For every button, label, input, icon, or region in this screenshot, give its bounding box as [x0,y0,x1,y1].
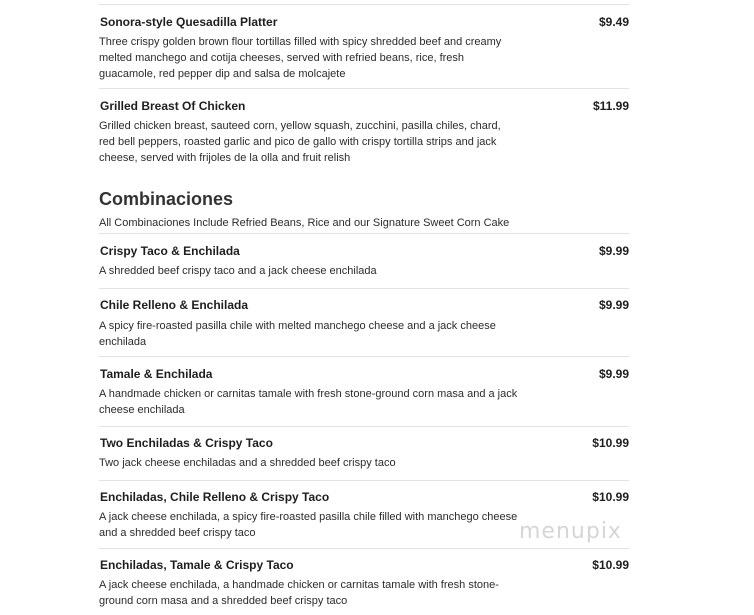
section-title: Combinaciones [99,189,234,209]
watermark: menupix [519,519,622,544]
item-price: $11.99 [592,99,629,113]
item-description: A jack cheese enchilada, a spicy fire-roasted pasilla chile filled with manchego cheese and a shredded beef crispy taco [99,511,518,539]
item-name: Tamale & Enchilada [100,367,213,381]
item-price: $9.99 [598,367,629,381]
menu-item [99,4,629,89]
item-description: A shredded beef crispy taco and a jack cheese enchilada [99,265,377,277]
item-description: Three crispy golden brown flour tortillas filled with spicy shredded beef and creamy melted manchego and cotija cheeses, served with refried beans, rice, fresh guacamole, red pepper dip and salsa de molcajete [99,36,502,80]
menu-item [99,88,629,172]
item-name: Chile Relleno & Enchilada [100,298,249,312]
item-name: Enchiladas, Chile Relleno & Crispy Taco [100,490,330,504]
item-price: $10.99 [592,558,629,572]
item-description: A handmade chicken or carnitas tamale with fresh stone-ground corn masa and a jack cheese enchilada [99,388,518,416]
menu-item [99,234,629,289]
item-name: Crispy Taco & Enchilada [100,244,240,258]
menu-item [99,356,629,427]
section-note: All Combinaciones Include Refried Beans, Rice and our Signature Sweet Corn Cake [99,217,510,229]
menu-item [99,288,629,357]
item-price: $10.99 [592,436,629,450]
menu-item [99,426,629,481]
item-price: $10.99 [592,490,629,504]
item-description: A jack cheese enchilada, a handmade chicken or carnitas tamale with fresh stone-ground corn masa and a shredded beef crispy taco [99,579,499,607]
item-name: Enchiladas, Tamale & Crispy Taco [100,558,294,572]
item-description: Grilled chicken breast, sauteed corn, yellow squash, zucchini, pasilla chiles, chard, red bell peppers, roasted garlic and pico de gallo with crispy tortilla strips and jack cheese, served with frijoles de la olla and fruit relish [99,120,501,164]
item-price: $9.49 [598,15,629,29]
menu-item [99,548,629,614]
item-description: Two jack cheese enchiladas and a shredded beef crispy taco [99,457,396,469]
item-price: $9.99 [598,298,629,312]
item-price: $9.99 [598,244,629,258]
item-name: Grilled Breast Of Chicken [100,99,246,113]
item-description: A spicy fire-roasted pasilla chile with melted manchego cheese and a jack cheese enchilada [99,320,496,348]
item-name: Sonora-style Quesadilla Platter [100,15,278,29]
item-name: Two Enchiladas & Crispy Taco [100,436,273,450]
